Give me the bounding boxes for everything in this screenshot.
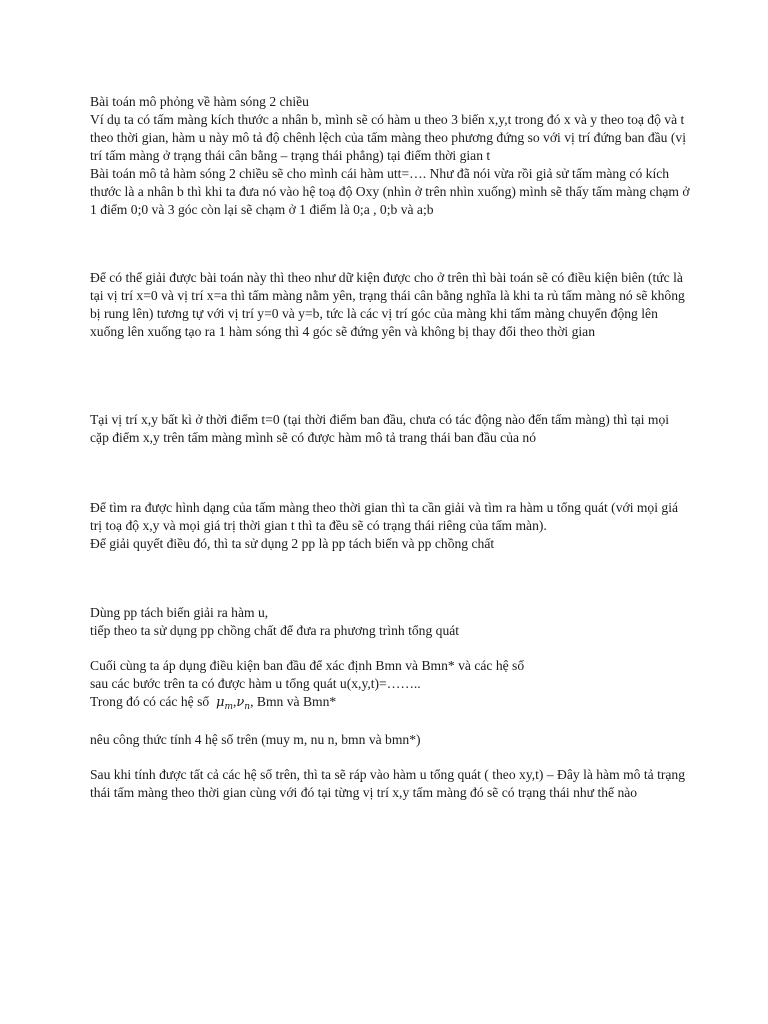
paragraph-boundary-conditions bbox=[90, 269, 690, 341]
paragraph-conclusion bbox=[90, 766, 690, 802]
symbol-comma: , bbox=[232, 694, 237, 709]
paragraph-intro bbox=[90, 93, 690, 219]
coefficients-text-1: Cuối cùng ta áp dụng điều kiện ban đầu để xác định Bmn và Bmn* và các hệ số bbox=[90, 658, 525, 673]
initial-state-text: Tại vị trí x,y bất kì ở thời điểm t=0 (tại thời điểm ban đầu, chưa có tác động nào đến tấm màng) thì tại mọi cặp điểm x,y trên tấm màng mình sẽ có được hàm mô tả trang thái ban đầu của nó bbox=[90, 412, 670, 445]
methods-text-1: Dùng pp tách biến giải ra hàm u, bbox=[90, 605, 269, 620]
paragraph-coefficients bbox=[90, 657, 690, 712]
coefficients-text-3 bbox=[90, 693, 690, 712]
nu-letter: ν bbox=[236, 695, 245, 710]
general-solution-text-2: Để giải quyết điều đó, thì ta sử dụng 2 pp là pp tách biến và pp chồng chất bbox=[90, 536, 495, 551]
intro-text-1: Ví dụ ta có tấm màng kích thước a nhân b, mình sẽ có hàm u theo 3 biến x,y,t trong đó x và y theo toạ độ và t theo thời gian, hàm u này mô tả độ chênh lệch của tấm màng theo phương đứng so với vị trí đứng ban đầu (vị trí tấm màng ở trạng thái cân bằng – trạng thái phẳng) tại điểm thời gian t bbox=[90, 112, 686, 163]
mu-subscript: m bbox=[224, 702, 233, 712]
paragraph-general-solution bbox=[90, 499, 690, 553]
methods-text-2: tiếp theo ta sử dụng pp chồng chất để đưa ra phương trình tổng quát bbox=[90, 623, 460, 638]
paragraph-formula-note bbox=[90, 731, 690, 749]
coefficients-prefix: Trong đó có các hệ số bbox=[90, 694, 210, 709]
mu-m-symbol bbox=[216, 695, 233, 710]
intro-text-2: Bài toán mô tả hàm sóng 2 chiều sẽ cho mình cái hàm utt=…. Như đã nói vừa rồi giả sử tấm màng có kích thước là a nhân b thì khi ta đưa nó vào hệ toạ độ Oxy (nhìn ở trên nhìn xuống) mình sẽ thấy tấm màng chạm ở 1 điểm 0;0 và 3 góc còn lại sẽ chạm ở 1 điểm là 0;a , 0;b và a;b bbox=[90, 166, 690, 217]
formula-note-text: nêu công thức tính 4 hệ số trên (muy m, nu n, bmn và bmn*) bbox=[90, 732, 421, 747]
general-solution-text-1: Để tìm ra được hình dạng của tấm màng theo thời gian thì ta cần giải và tìm ra hàm u tổng quát (với mọi giá trị toạ độ x,y và mọi giá trị thời gian t thì ta đều sẽ có trạng thái riêng của tấm màn). bbox=[90, 500, 679, 533]
boundary-text: Để có thể giải được bài toán này thì theo như dữ kiện được cho ở trên thì bài toán sẽ có điều kiện biên (tức là tại vị trí x=0 và vị trí x=a thì tấm màng nằm yên, trạng thái cân bằng nghĩa là khi ta rủ tấm màng nó sẽ không bị rung lên) tương tự với vị trí y=0 và y=b, tức là các vị trí góc của màng khi tấm màng chuyển động lên xuống lên xuống tạo ra 1 hàm sóng thì 4 góc sẽ đứng yên và không bị thay đổi theo thời gian bbox=[90, 270, 685, 339]
nu-n-symbol bbox=[236, 695, 250, 710]
mu-letter: μ bbox=[215, 695, 225, 710]
conclusion-text: Sau khi tính được tất cả các hệ số trên, thì ta sẽ ráp vào hàm u tổng quát ( theo xy,t) – Đây là hàm mô tả trạng thái tấm màng theo thời gian cùng với đó tại từng vị trí x,y tấm màng đó sẽ có trạng thái như thế nào bbox=[90, 767, 686, 800]
nu-subscript: n bbox=[244, 702, 251, 712]
coefficients-suffix: , Bmn và Bmn* bbox=[250, 694, 337, 709]
document-title: Bài toán mô phỏng về hàm sóng 2 chiều bbox=[90, 94, 309, 109]
coefficients-text-2: sau các bước trên ta có được hàm u tổng quát u(x,y,t)=…….. bbox=[90, 676, 421, 691]
paragraph-initial-state bbox=[90, 411, 690, 447]
paragraph-methods bbox=[90, 604, 690, 640]
